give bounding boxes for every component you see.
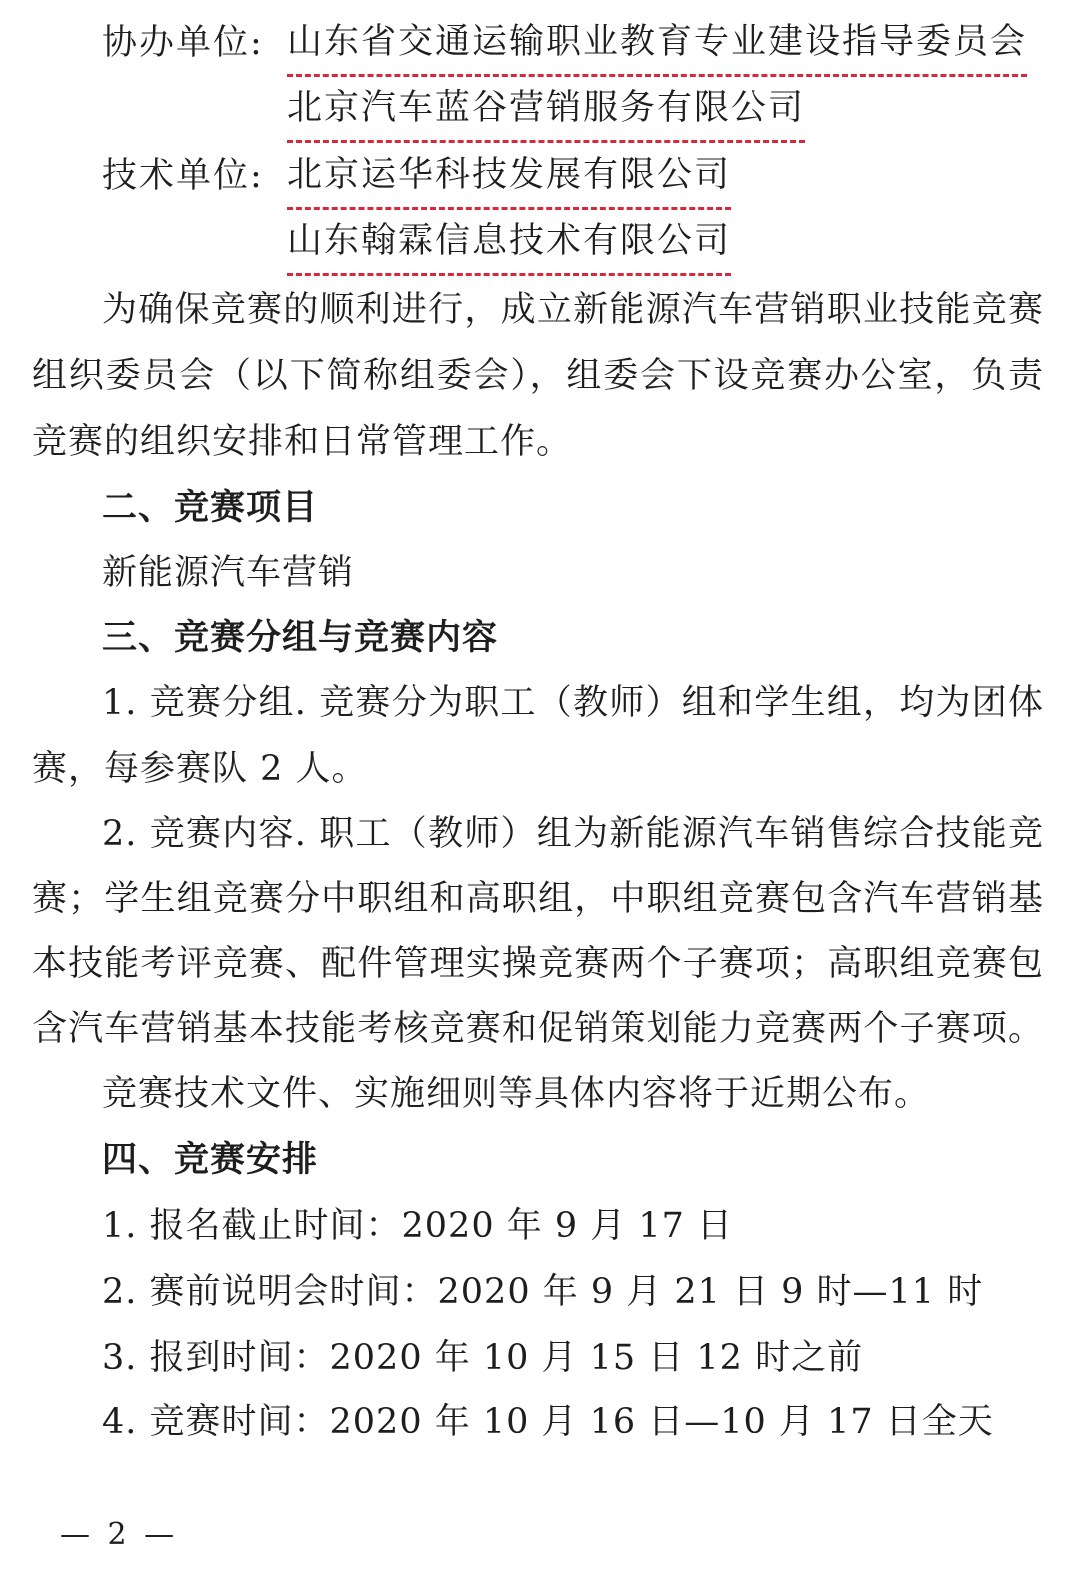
- section-3-para-2-line-2: 赛；学生组竞赛分中职组和高职组，中职组竞赛包含汽车营销基: [32, 879, 1044, 919]
- tech-organizer-label: 技术单位:: [102, 156, 264, 196]
- section-3-para-3: 竞赛技术文件、实施细则等具体内容将于近期公布。: [102, 1074, 931, 1114]
- section-3-heading: 三、竞赛分组与竞赛内容: [102, 618, 499, 658]
- committee-paragraph-line-3: 竞赛的组织安排和日常管理工作。: [32, 422, 573, 462]
- co-organizer-name-2: 北京汽车蓝谷营销服务有限公司: [287, 78, 805, 143]
- tech-organizer-name-2: 山东翰霖信息技术有限公司: [287, 211, 731, 276]
- schedule-item-1: 1. 报名截止时间：2020 年 9 月 17 日: [102, 1206, 734, 1246]
- co-organizer-label: 协办单位:: [102, 23, 264, 63]
- section-3-para-2-line-1: 2. 竞赛内容. 职工（教师）组为新能源汽车销售综合技能竞: [102, 814, 1044, 854]
- co-organizer-name-1: 山东省交通运输职业教育专业建设指导委员会: [287, 12, 1027, 77]
- section-4-heading: 四、竞赛安排: [102, 1140, 319, 1180]
- schedule-item-3: 3. 报到时间：2020 年 10 月 15 日 12 时之前: [102, 1338, 864, 1378]
- page-number: — 2 —: [60, 1517, 179, 1552]
- section-3-para-2-line-4: 含汽车营销基本技能考核竞赛和促销策划能力竞赛两个子赛项。: [32, 1009, 1044, 1049]
- committee-paragraph-line-1: 为确保竞赛的顺利进行，成立新能源汽车营销职业技能竞赛: [102, 290, 1044, 330]
- committee-paragraph-line-2: 组织委员会（以下简称组委会），组委会下设竞赛办公室，负责: [32, 356, 1044, 396]
- section-3-para-2-line-3: 本技能考评竞赛、配件管理实操竞赛两个子赛项；高职组竞赛包: [32, 944, 1044, 984]
- schedule-item-2: 2. 赛前说明会时间：2020 年 9 月 21 日 9 时—11 时: [102, 1272, 984, 1312]
- section-3-para-1-line-2: 赛，每参赛队 2 人。: [32, 749, 368, 789]
- section-3-para-1-line-1: 1. 竞赛分组. 竞赛分为职工（教师）组和学生组，均为团体: [102, 683, 1044, 723]
- schedule-item-4: 4. 竞赛时间：2020 年 10 月 16 日—10 月 17 日全天: [102, 1402, 994, 1442]
- section-2-item: 新能源汽车营销: [102, 553, 355, 593]
- section-2-heading: 二、竞赛项目: [102, 488, 319, 528]
- tech-organizer-name-1: 北京运华科技发展有限公司: [287, 145, 731, 210]
